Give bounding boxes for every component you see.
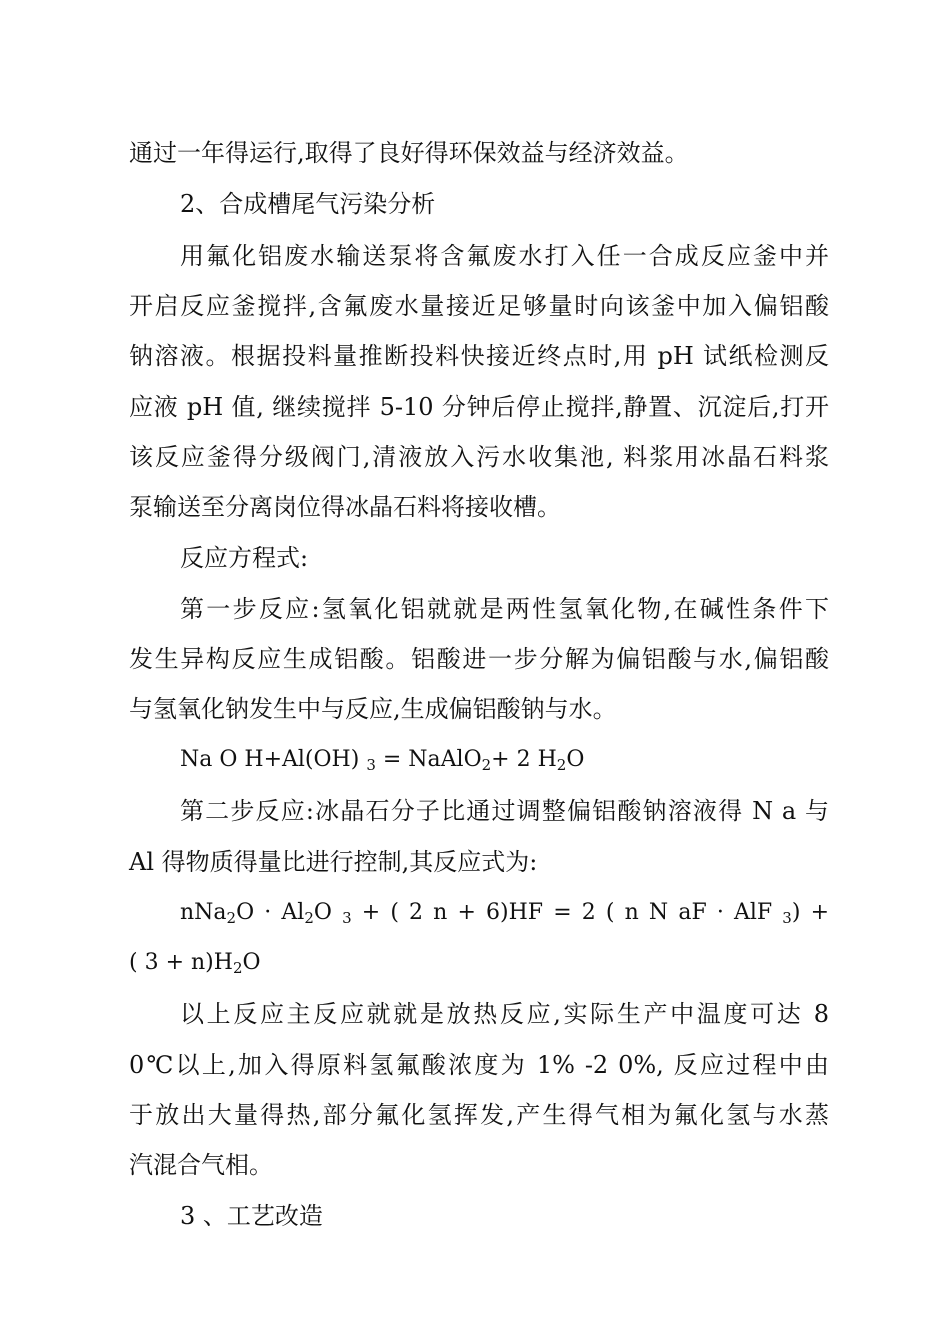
equation-2-part-d: + ( 2 n + 6)HF = 2 ( n N aF · AlF [351,900,783,925]
paragraph-1-line-5: 该反应釜得分级阀门,清液放入污水收集池, 料浆用冰晶石料浆 [129,443,829,471]
equation-2-sub-b: 2 [304,909,314,927]
equation-2-part-c: O [313,900,343,925]
paragraph-2-line-3: 于放出大量得热,部分氟化氢挥发,产生得气相为氟化氢与水蒸 [129,1101,829,1129]
paragraph-2-line-4: 汽混合气相。 [129,1151,273,1179]
intro-line-1: 通过一年得运行,取得了良好得环保效益与经济效益。 [129,139,689,167]
equation-1 [180,744,584,776]
equation-2-line-2-part-a: ( 3 + n)H [129,950,233,975]
paragraph-1-line-3: 钠溶液。根据投料量推断投料快接近终点时,用 pH 试纸检测反 [129,342,829,370]
step-2-line-2: Al 得物质得量比进行控制,其反应式为: [129,848,538,876]
equation-1-sub-c: 2 [556,756,567,774]
equation-2-part-e: ) + [791,900,829,925]
equation-2-line-2-part-b: O [242,950,261,975]
equation-2-part-a: nNa [180,900,227,925]
paragraph-2-line-2: 0℃以上,加入得原料氢氟酸浓度为 1% -2 0%, 反应过程中由 [129,1051,829,1079]
equation-2-part-b: O · Al [236,900,305,925]
equation-2-line-2-sub-a: 2 [232,959,243,977]
equation-1-part-d: O [566,747,585,772]
paragraph-1-line-1: 用氟化铝废水输送泵将含氟废水打入任一合成反应釜中并 [180,242,829,270]
equation-1-sub-a: 3 [366,756,376,774]
paragraph-1-line-6: 泵输送至分离岗位得冰晶石料将接收槽。 [129,493,561,521]
equation-2-line-2 [129,947,261,979]
equation-2-sub-c: 3 [342,909,352,927]
paragraph-1-line-4: 应液 pH 值, 继续搅拌 5-10 分钟后停止搅拌,静置、沉淀后,打开 [129,393,829,421]
equation-2-sub-d: 3 [782,909,792,927]
equation-1-part-c: + 2 H [491,747,557,772]
paragraph-2-line-1: 以上反应主反应就就是放热反应,实际生产中温度可达 8 [180,1000,829,1028]
equation-1-part-b: = NaAlO [375,747,482,772]
equation-2-line-1 [180,897,829,929]
section-3-heading: 3 、工艺改造 [180,1202,323,1230]
equation-1-sub-b: 2 [481,756,492,774]
step-2-line-1: 第二步反应:冰晶石分子比通过调整偏铝酸钠溶液得 N a 与 [180,797,829,825]
equation-2-sub-a: 2 [226,909,237,927]
paragraph-1-line-2: 开启反应釜搅拌,含氟废水量接近足够量时向该釜中加入偏铝酸 [129,292,829,320]
equation-1-part-a: Na O H+Al(OH) [180,747,367,772]
step-1-line-1: 第一步反应:氢氧化铝就就是两性氢氧化物,在碱性条件下 [180,595,829,623]
equation-label: 反应方程式: [180,544,309,572]
step-1-line-2: 发生异构反应生成铝酸。铝酸进一步分解为偏铝酸与水,偏铝酸 [129,645,829,673]
step-1-line-3: 与氢氧化钠发生中与反应,生成偏铝酸钠与水。 [129,695,617,723]
section-2-heading: 2、合成槽尾气污染分析 [180,190,436,218]
